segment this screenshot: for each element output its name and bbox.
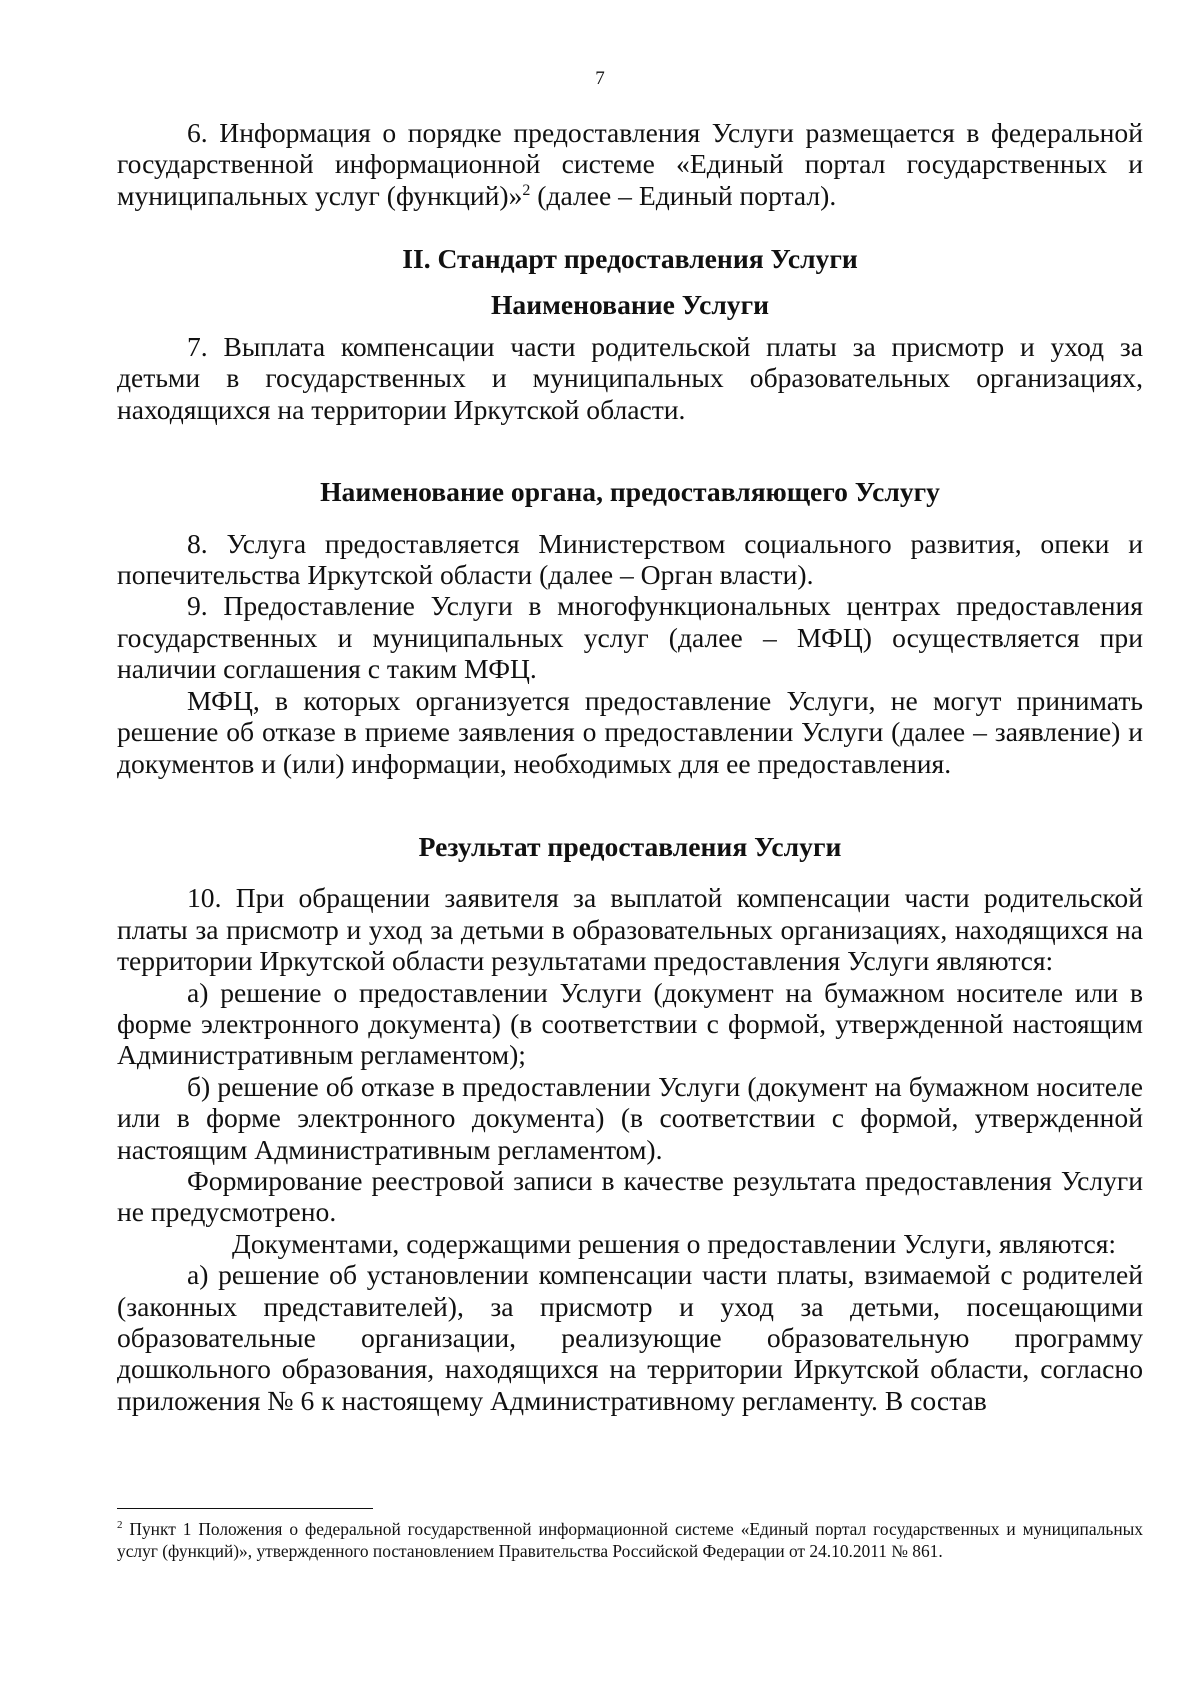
heading-authority: Наименование органа, предоставляющего Услугу	[320, 476, 940, 508]
footnote-separator	[117, 1508, 373, 1509]
heading-result: Результат предоставления Услуги	[418, 830, 842, 862]
paragraph-8: 8. Услуга предоставляется Министерством социального развития, опеки и попечительства Иркутской области (далее – Орган власти).	[117, 527, 1143, 591]
footnote-reference: 2	[522, 181, 531, 199]
paragraph-9: 9. Предоставление Услуги в многофункциональных центрах предоставления государственных и муниципальных услуг (далее – МФЦ) осуществляется при наличии соглашения с таким МФЦ.	[117, 590, 1143, 685]
footnote	[117, 1518, 1143, 1562]
paragraph-6-tail: (далее – Единый портал).	[530, 179, 837, 211]
paragraph-10-decision-a: а) решение об установлении компенсации части платы, взимаемой с родителей (законных представителей), за присмотр и уход за детьми, посещающими образовательные организации, реализующие образовательную программу дошкольного образования, находящихся на территории Иркутской области, согласно приложения № 6 к настоящему Административному регламенту. В состав	[117, 1259, 1143, 1416]
page-number: 7	[595, 68, 605, 89]
paragraph-6-text: 6. Информация о порядке предоставления Услуги размещается в федеральной государственной информационной системе «Единый портал государственных и муниципальных услуг (функций)»	[117, 117, 1143, 211]
paragraph-10-a: а) решение о предоставлении Услуги (документ на бумажном носителе или в форме электронного документа) (в соответствии с формой, утвержденной настоящим Административным регламентом);	[117, 976, 1143, 1071]
paragraph-9-mfc: МФЦ, в которых организуется предоставление Услуги, не могут принимать решение об отказе в приеме заявления о предоставлении Услуги (далее – заявление) и документов и (или) информации, необходимых для ее предоставления.	[117, 684, 1143, 779]
paragraph-7: 7. Выплата компенсации части родительской платы за присмотр и уход за детьми в государственных и муниципальных образовательных организациях, находящихся на территории Иркутской области.	[117, 331, 1143, 425]
paragraph-10-registry: Формирование реестровой записи в качестве результата предоставления Услуги не предусмотрено.	[117, 1164, 1143, 1228]
paragraph-10-documents: Документами, содержащими решения о предоставлении Услуги, являются:	[232, 1227, 1117, 1259]
paragraph-10: 10. При обращении заявителя за выплатой компенсации части родительской платы за присмотр и уход за детьми в образовательных организациях, находящихся на территории Иркутской области результатами предоставления Услуги являются:	[117, 882, 1143, 977]
footnote-number: 2	[117, 1519, 123, 1532]
heading-service-name: Наименование Услуги	[490, 288, 770, 320]
footnote-text: Пункт 1 Положения о федеральной государственной информационной системе «Единый портал государственных и муниципальных услуг (функций)», утвержденного постановлением Правительства Российской Федерации от 24.10.2011 № 861.	[117, 1519, 1143, 1561]
paragraph-10-b: б) решение об отказе в предоставлении Услуги (документ на бумажном носителе или в форме электронного документа) (в соответствии с формой, утвержденной настоящим Административным регламентом).	[117, 1070, 1143, 1165]
section-title: II. Стандарт предоставления Услуги	[402, 243, 858, 275]
paragraph-6	[117, 117, 1143, 211]
document-body	[117, 117, 1143, 1416]
